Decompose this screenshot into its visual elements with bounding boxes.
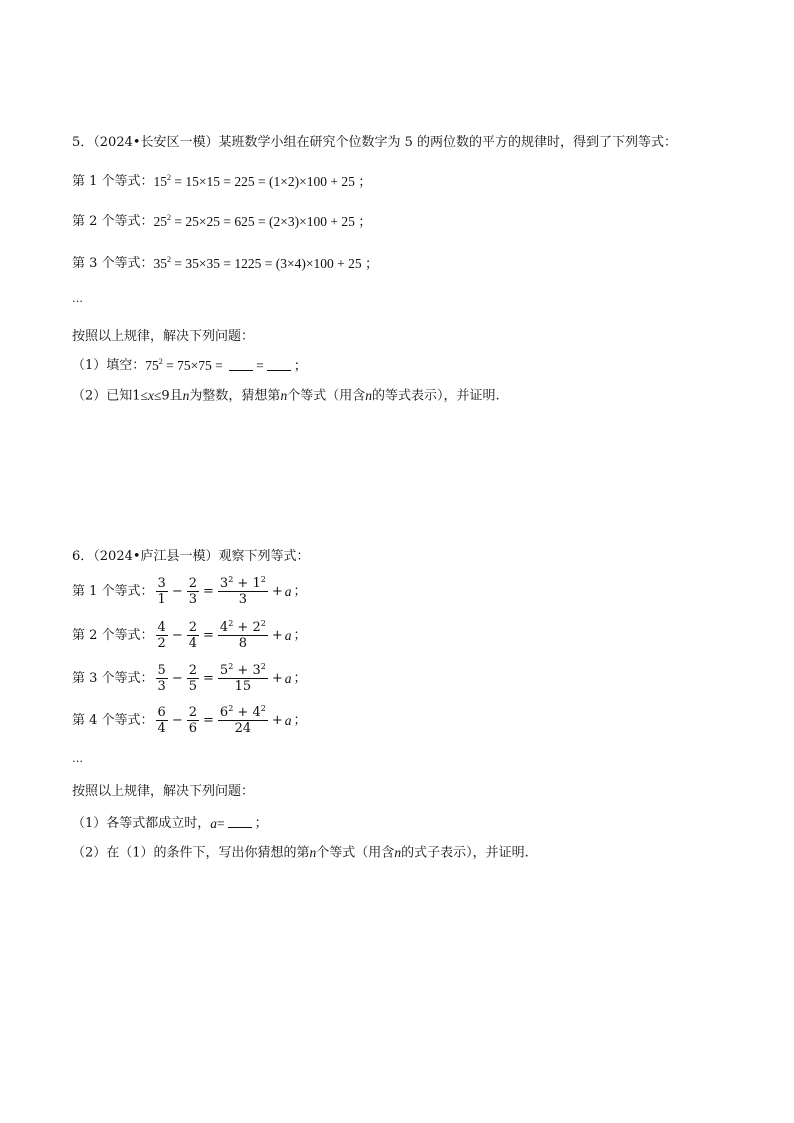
q5-eq-exponent: 2 — [167, 213, 172, 222]
q6-fraction: $\frac{2}{5}$ — [188, 663, 198, 694]
q6-p1-a: a — [210, 815, 218, 831]
q5-p2-ineq2: ≤ — [153, 388, 162, 403]
q6-p1-equals: = — [217, 815, 225, 831]
q5-eq-label: 第 2 个等式： — [72, 214, 154, 229]
q5-eq-rest: = 25×25 = 625 = (2×3)×100 + 25 ； — [171, 214, 372, 229]
q6-rule: 按照以上规律，解决下列问题： — [72, 784, 255, 799]
q6-equation-4: 第 4 个等式： $\frac{6}{4}$ − $\frac{2}{6}$ = $\frac{6^2 + 4^2}{24}$ + a ； — [72, 704, 307, 736]
q6-part-1 — [72, 815, 268, 832]
q6-fraction: $\frac{2}{4}$ — [188, 620, 198, 651]
q5-eq-rest: = 15×15 = 225 = (1×2)×100 + 25 ； — [171, 174, 372, 189]
q5-p2-n: n — [365, 388, 372, 403]
q5-intro: 5．（2024•长安区一模）某班数学小组在研究个位数字为 5 的两位数的平方的规律时，得到了下列等式： — [72, 135, 678, 150]
q5-equation-2 — [72, 214, 372, 231]
q5-eq-exponent: 2 — [167, 173, 172, 182]
q5-eq-label: 第 1 个等式： — [72, 174, 154, 189]
q6-fraction-sum-squares: $\frac{4^2 + 2^2}{8}$ — [219, 619, 266, 651]
q5-p2-text-e: 的等式表示），并证明. — [371, 388, 500, 404]
q6-fraction-sum-squares: $\frac{3^2 + 1^2}{3}$ — [219, 575, 266, 607]
q5-p2-text-d: 个等式（用含 — [287, 388, 366, 404]
q5-eq-base: 35 — [153, 256, 168, 271]
q6-p2-text-b: 个等式（用含 — [316, 845, 395, 861]
q6-p2-text-c: 的式子表示），并证明. — [401, 845, 529, 861]
q5-equation-3 — [72, 256, 378, 273]
q6-fraction: $\frac{2}{3}$ — [188, 576, 198, 607]
q6-p1-end: ； — [254, 816, 268, 831]
q6-fraction-sum-squares: $\frac{5^2 + 3^2}{15}$ — [219, 662, 266, 694]
q6-eq-label: 第 4 个等式： — [72, 712, 154, 728]
q6-equation-2: 第 2 个等式： $\frac{4}{2}$ − $\frac{2}{4}$ = $\frac{4^2 + 2^2}{8}$ + a ； — [72, 619, 307, 651]
q6-fraction: $\frac{6}{4}$ — [157, 705, 166, 736]
q5-eq-base: 25 — [153, 214, 168, 229]
q6-a-variable: a — [284, 627, 292, 643]
q5-p1-mid: = 75×75 = — [162, 358, 227, 373]
q6-p2-n: n — [309, 845, 317, 860]
q5-equation-1 — [72, 174, 372, 191]
q6-equation-3: 第 3 个等式： $\frac{5}{3}$ − $\frac{2}{5}$ = $\frac{5^2 + 3^2}{15}$ + a ； — [72, 662, 307, 694]
q6-a-variable: a — [284, 712, 292, 728]
q6-a-variable: a — [284, 670, 292, 686]
q5-ellipsis: … — [72, 292, 84, 305]
q6-eq-label: 第 3 个等式： — [72, 670, 154, 686]
q5-p1-blank-1[interactable] — [229, 358, 253, 371]
q5-eq-label: 第 3 个等式： — [72, 256, 154, 271]
q6-equation-1: 第 1 个等式： $\frac{3}{1}$ − $\frac{2}{3}$ = $\frac{3^2 + 1^2}{3}$ + a ； — [72, 575, 307, 607]
q5-p1-base: 75 — [145, 358, 159, 373]
q5-p2-ineq1: ≤ — [140, 388, 148, 403]
q5-p1-end: ； — [293, 358, 308, 373]
q5-eq-base: 15 — [153, 174, 168, 189]
q5-p1-prefix: （1）填空： — [72, 358, 146, 373]
q5-part-2 — [72, 388, 500, 405]
q5-p2-n: n — [280, 388, 288, 403]
q6-fraction: $\frac{2}{6}$ — [188, 705, 198, 736]
q6-fraction: $\frac{3}{1}$ — [157, 576, 166, 607]
q5-eq-exponent: 2 — [167, 255, 172, 264]
q5-eq-rest: = 35×35 = 1225 = (3×4)×100 + 25 ； — [171, 256, 379, 271]
q6-ellipsis: … — [72, 752, 84, 765]
q5-p1-exponent: 2 — [158, 357, 163, 366]
q6-p2-n: n — [394, 845, 402, 860]
q6-intro: 6．（2024•庐江县一模）观察下列等式： — [72, 549, 310, 564]
q6-eq-label: 第 1 个等式： — [72, 583, 154, 599]
q5-part-1 — [72, 358, 307, 375]
q6-fraction: $\frac{5}{3}$ — [157, 663, 166, 694]
q5-p2-text-b: 9且 — [161, 388, 183, 404]
q6-p2-text-a: （2）在（1）的条件下，写出你猜想的第 — [72, 845, 310, 861]
q5-p2-x: x — [147, 388, 154, 403]
q5-p1-equals: = — [256, 358, 264, 373]
q5-p1-blank-2[interactable] — [267, 358, 291, 371]
q6-fraction: $\frac{4}{2}$ — [157, 620, 166, 651]
q6-part-2 — [72, 845, 529, 862]
q5-rule: 按照以上规律，解决下列问题： — [72, 329, 255, 344]
q6-p1-prefix: （1）各等式都成立时， — [72, 816, 211, 831]
q5-p2-n: n — [182, 388, 190, 403]
q6-eq-label: 第 2 个等式： — [72, 627, 154, 643]
q5-p2-text-a: （2）已知1 — [72, 388, 141, 404]
q6-fraction-sum-squares: $\frac{6^2 + 4^2}{24}$ — [219, 704, 266, 736]
q5-p2-text-c: 为整数，猜想第 — [189, 388, 281, 404]
q6-a-variable: a — [284, 583, 292, 599]
q6-p1-blank[interactable] — [228, 815, 252, 828]
